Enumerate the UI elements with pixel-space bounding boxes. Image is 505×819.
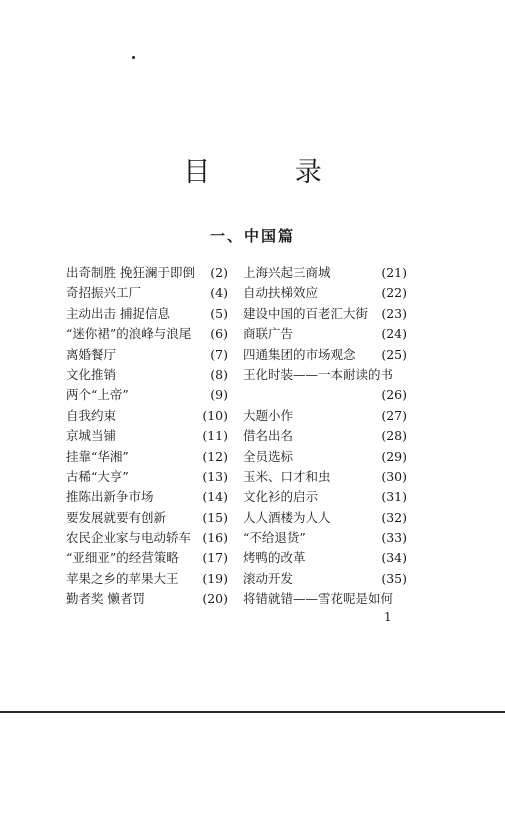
page-title: 目 录 <box>183 157 360 188</box>
toc-entry <box>243 426 407 446</box>
toc-entry-page: (14) <box>202 489 228 505</box>
toc-entry-title: 主动出击 捕捉信息 <box>66 305 170 321</box>
toc-entry-title: 自我约束 <box>66 407 117 423</box>
toc-entry-page: (25) <box>381 346 407 362</box>
toc-entry <box>66 447 228 467</box>
toc-entry-page: (5) <box>210 305 228 321</box>
toc-entry-title: 滚动开发 <box>243 570 294 586</box>
toc-entry <box>243 467 407 487</box>
toc-entry <box>66 569 228 589</box>
toc-entry-title: 商联广告 <box>243 326 294 342</box>
toc-entry-page: (32) <box>381 509 407 525</box>
toc-entry-title: 王化时装——一本耐读的书 <box>243 366 394 382</box>
toc-left-column <box>66 263 228 610</box>
toc-entry <box>66 365 228 385</box>
toc-entry <box>243 365 407 385</box>
toc-entry <box>243 528 407 548</box>
toc-entry-title: 文化推销 <box>66 366 117 382</box>
toc-entry <box>66 345 228 365</box>
scan-speck <box>132 56 135 59</box>
toc-entry-title: 离婚餐厅 <box>66 346 117 362</box>
toc-entry-page: (13) <box>202 468 228 484</box>
toc-entry-page: (9) <box>210 387 228 403</box>
toc-entry <box>243 589 407 609</box>
toc-entry <box>66 528 228 548</box>
toc-entry-title: 古稀“大亨” <box>66 468 129 484</box>
bottom-rule <box>0 711 505 713</box>
toc-entry-page: (11) <box>202 428 228 444</box>
toc-entry-title: 两个“上帝” <box>66 387 129 403</box>
toc-entry <box>243 447 407 467</box>
toc-entry-title: 借名出名 <box>243 428 294 444</box>
toc-entry-page: (15) <box>202 509 228 525</box>
toc-entry-page: (23) <box>381 305 407 321</box>
toc-entry <box>66 508 228 528</box>
toc-entry <box>66 426 228 446</box>
toc-entry-title: 玉米、口才和虫 <box>243 468 331 484</box>
toc-entry-page: (27) <box>381 407 407 423</box>
toc-entry <box>243 283 407 303</box>
toc-entry-title: 烤鸭的改革 <box>243 550 306 566</box>
toc-entry-page: (2) <box>210 265 228 280</box>
toc-entry-title: 挂靠“华湘” <box>66 448 129 464</box>
toc-entry-page: (26) <box>381 387 407 403</box>
toc-entry-page: (17) <box>202 550 228 566</box>
toc-entry <box>243 548 407 568</box>
toc-entry-page: (8) <box>210 366 228 382</box>
toc-entry <box>243 569 407 589</box>
toc-entry-title: 人人酒楼为人人 <box>243 509 331 525</box>
toc-entry-title: 出奇制胜 挽狂澜于即倒 <box>66 265 195 280</box>
toc-entry-title: “迷你裙”的浪峰与浪尾 <box>66 326 192 342</box>
toc-entry-page: (6) <box>210 326 228 342</box>
toc-entry <box>66 487 228 507</box>
toc-entry-page: (33) <box>381 530 407 546</box>
toc-entry <box>66 304 228 324</box>
toc-entry <box>243 508 407 528</box>
toc-entry-title: 全员选标 <box>243 448 294 464</box>
toc-entry-page: (4) <box>210 285 228 301</box>
toc-entry-page: (21) <box>381 265 407 280</box>
toc-entry <box>66 467 228 487</box>
toc-entry-title: 四通集团的市场观念 <box>243 346 356 362</box>
toc-entry-page: (31) <box>381 489 407 505</box>
toc-entry-title: 奇招振兴工厂 <box>66 285 142 301</box>
toc-entry <box>243 385 407 405</box>
toc-entry-title: 京城当铺 <box>66 428 117 444</box>
toc-entry <box>243 345 407 365</box>
toc-entry-title: 要发展就要有创新 <box>66 509 167 525</box>
toc-entry <box>66 263 228 283</box>
toc-entry <box>66 589 228 609</box>
toc-entry-page: (7) <box>210 346 228 362</box>
toc-entry <box>66 548 228 568</box>
toc-entry-page: (19) <box>202 570 228 586</box>
toc-entry-title: 自动扶梯效应 <box>243 285 319 301</box>
toc-entry <box>243 324 407 344</box>
toc-entry-page: (30) <box>381 468 407 484</box>
toc-entry-title: 上海兴起三商城 <box>243 265 331 280</box>
toc-entry <box>66 324 228 344</box>
toc-entry-page: (20) <box>202 591 228 607</box>
toc-entry-title: 文化衫的启示 <box>243 489 319 505</box>
toc-entry <box>66 385 228 405</box>
toc-entry-title: 勤者奖 懒者罚 <box>66 591 145 607</box>
toc-entry-title: 大题小作 <box>243 407 294 423</box>
toc-entry <box>66 406 228 426</box>
toc-entry-page: (29) <box>381 448 407 464</box>
toc-entry-title: 农民企业家与电动轿车 <box>66 530 192 546</box>
toc-entry-page: (16) <box>202 530 228 546</box>
toc-entry <box>243 487 407 507</box>
toc-entry-page: (34) <box>381 550 407 566</box>
toc-entry-page: (24) <box>381 326 407 342</box>
toc-entry-title: “亚细亚”的经营策略 <box>66 550 179 566</box>
toc-entry-page: (12) <box>202 448 228 464</box>
toc-entry-page: (22) <box>381 285 407 301</box>
toc-entry-page: (28) <box>381 428 407 444</box>
toc-right-column <box>243 263 407 610</box>
toc-entry-title: 将错就错——雪花呢是如何 <box>243 591 394 607</box>
toc-entry <box>243 304 407 324</box>
toc-entry-title: 苹果之乡的苹果大王 <box>66 570 179 586</box>
toc-entry <box>66 283 228 303</box>
toc-entry <box>243 263 407 283</box>
toc-entry-title: 建设中国的百老汇大街 <box>243 305 369 321</box>
toc-entry-page: (10) <box>202 407 228 423</box>
toc-entry-page: (35) <box>381 570 407 586</box>
toc-entry-title: “不给退货” <box>243 530 306 546</box>
toc-entry <box>243 406 407 426</box>
page-number: 1 <box>384 610 392 624</box>
section-heading: 一、中国篇 <box>209 227 295 245</box>
toc-entry-title: 推陈出新争市场 <box>66 489 154 505</box>
